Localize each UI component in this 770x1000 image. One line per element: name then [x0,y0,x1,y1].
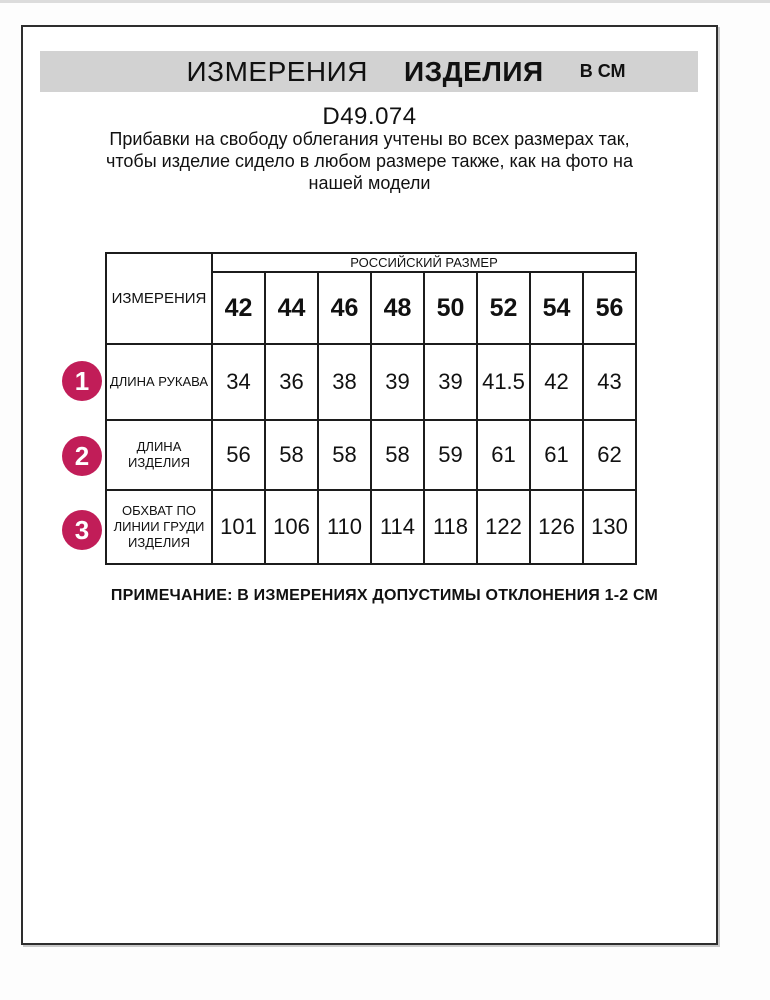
russian-size-header: РОССИЙСКИЙ РАЗМЕР [212,253,636,272]
value-cell: 106 [265,490,318,564]
value-cell: 126 [530,490,583,564]
size-table [105,252,637,565]
row-label: ОБХВАТ ПО ЛИНИИ ГРУДИ ИЗДЕЛИЯ [106,490,212,564]
value-cell: 39 [371,344,424,420]
value-cell: 61 [530,420,583,490]
table-header-row-group [106,253,636,272]
value-cell: 41.5 [477,344,530,420]
value-cell: 62 [583,420,636,490]
size-cell: 56 [583,272,636,344]
value-cell: 34 [212,344,265,420]
value-cell: 58 [371,420,424,490]
title-measurements: ИЗМЕРЕНИЯ [186,55,368,87]
value-cell: 58 [318,420,371,490]
measurements-column-header: ИЗМЕРЕНИЯ [106,253,212,344]
value-cell: 61 [477,420,530,490]
row-label: ДЛИНА ИЗДЕЛИЯ [106,420,212,490]
value-cell: 38 [318,344,371,420]
size-cell: 52 [477,272,530,344]
table-row-sleeve-length [106,344,636,420]
value-cell: 118 [424,490,477,564]
size-cell: 48 [371,272,424,344]
value-cell: 122 [477,490,530,564]
row-number-badge-1: 1 [62,361,102,401]
title-unit-cm: В СМ [579,61,626,81]
value-cell: 59 [424,420,477,490]
fit-description: Прибавки на свободу облегания учтены во всех размерах так, чтобы изделие сидело в любом размере также, как на фото на нашей модели [105,129,634,193]
article-number: D49.074 [322,103,417,130]
size-cell: 54 [530,272,583,344]
scan-edge-artifact [0,0,770,3]
value-cell: 114 [371,490,424,564]
page-frame [21,25,718,945]
row-label: ДЛИНА РУКАВА [106,344,212,420]
size-cell: 50 [424,272,477,344]
value-cell: 110 [318,490,371,564]
size-cell: 46 [318,272,371,344]
value-cell: 130 [583,490,636,564]
title-product: ИЗДЕЛИЯ [404,55,544,87]
value-cell: 56 [212,420,265,490]
size-cell: 42 [212,272,265,344]
value-cell: 43 [583,344,636,420]
table-row-product-length [106,420,636,490]
table-row-chest-girth [106,490,636,564]
value-cell: 58 [265,420,318,490]
value-cell: 42 [530,344,583,420]
value-cell: 39 [424,344,477,420]
size-cell: 44 [265,272,318,344]
value-cell: 101 [212,490,265,564]
value-cell: 36 [265,344,318,420]
tolerance-note: ПРИМЕЧАНИЕ: В ИЗМЕРЕНИЯХ ДОПУСТИМЫ ОТКЛОНЕНИЯ 1-2 СМ [110,587,659,604]
row-number-badge-2: 2 [62,436,102,476]
row-number-badge-3: 3 [62,510,102,550]
title-bar [40,51,698,92]
